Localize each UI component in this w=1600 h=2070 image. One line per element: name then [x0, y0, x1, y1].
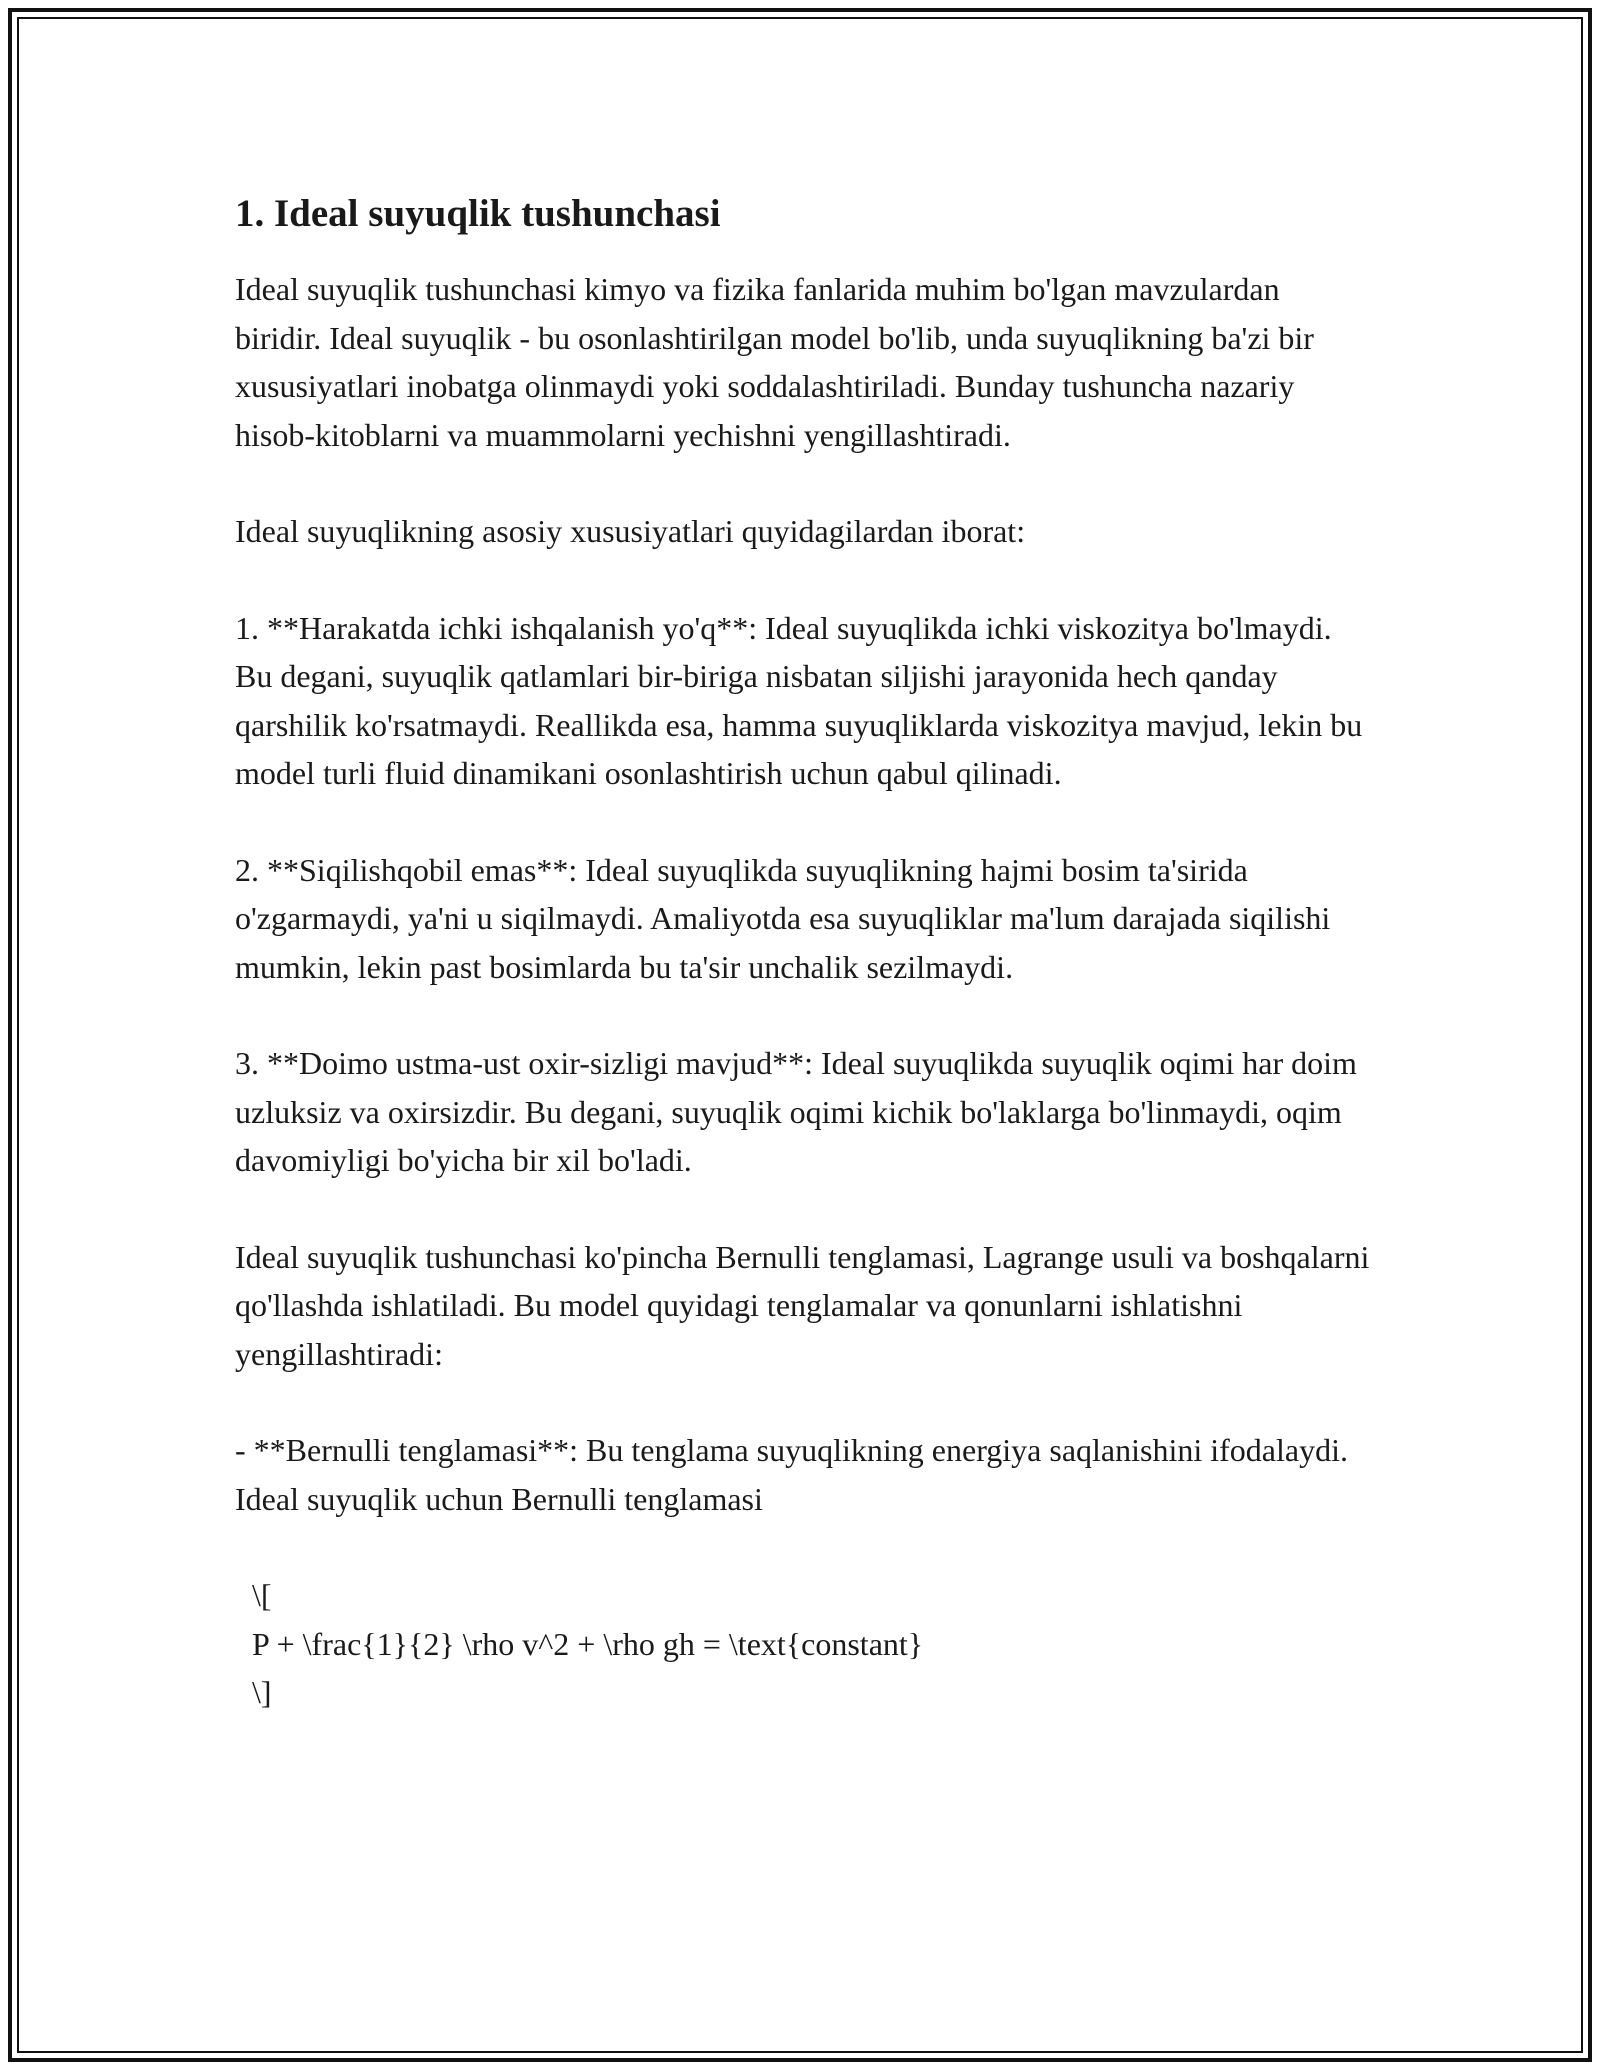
paragraph-bernoulli: - **Bernulli tenglamasi**: Bu tenglama suyuqlikning energiya saqlanishini ifodalaydi. Ideal suyuqlik uchun Bernulli tenglamasi	[235, 1432, 1348, 1517]
paragraph-property-3: 3. **Doimo ustma-ust oxir-sizligi mavjud**: Ideal suyuqlikda suyuqlik oqimi har doim uzluksiz va oxirsizdir. Bu degani, suyuqlik oqimi kichik bo'laklarga bo'linmaydi, oqim davomiyligi bo'yicha bir xil bo'ladi.	[235, 1045, 1357, 1178]
paragraph-properties-heading: Ideal suyuqlikning asosiy xususiyatlari quyidagilardan iborat:	[235, 513, 1026, 549]
formula-body: P + \frac{1}{2} \rho v^2 + \rho gh = \text{constant}	[252, 1625, 924, 1662]
paragraph-usage: Ideal suyuqlik tushunchasi ko'pincha Bernulli tenglamasi, Lagrange usuli va boshqalarni qo'llashda ishlatiladi. Bu model quyidagi tenglamalar va qonunlarni ishlatishni yengillashtiradi:	[235, 1238, 1370, 1372]
paragraph-property-1: 1. **Harakatda ichki ishqalanish yo'q**: Ideal suyuqlikda ichki viskozitya bo'lmaydi. Bu degani, suyuqlik qatlamlari bir-biriga nisbatan siljishi jarayonida hech qanday qarshilik ko'rsatmaydi. Reallikda esa, hamma suyuqliklarda viskozitya mavjud, lekin bu model turli fluid dinamikani osonlashtirish uchun qabul qilinadi.	[235, 609, 1363, 791]
paragraph-intro: Ideal suyuqlik tushunchasi kimyo va fizika fanlarida muhim bo'lgan mavzulardan biridir. Ideal suyuqlik - bu osonlashtirilgan model bo'lib, unda suyuqlikning ba'zi bir xususiyatlari inobatga olinmaydi yoki soddalashtiriladi. Bunday tushuncha nazariy hisob-kitoblarni va muammolarni yechishni yengillashtiradi.	[235, 271, 1314, 453]
paragraph-property-2: 2. **Siqilishqobil emas**: Ideal suyuqlikda suyuqlikning hajmi bosim ta'sirida o'zgarmaydi, ya'ni u siqilmaydi. Amaliyotda esa suyuqliklar ma'lum darajada siqilishi mumkin, lekin past bosimlarda bu ta'sir unchalik sezilmaydi.	[235, 851, 1331, 985]
formula-open: \[	[252, 1577, 272, 1613]
bernoulli-formula	[252, 1571, 1370, 1717]
formula-close: \]	[252, 1674, 272, 1710]
section-title: 1. Ideal suyuqlik tushunchasi	[235, 192, 721, 235]
document-body	[235, 190, 1370, 1717]
